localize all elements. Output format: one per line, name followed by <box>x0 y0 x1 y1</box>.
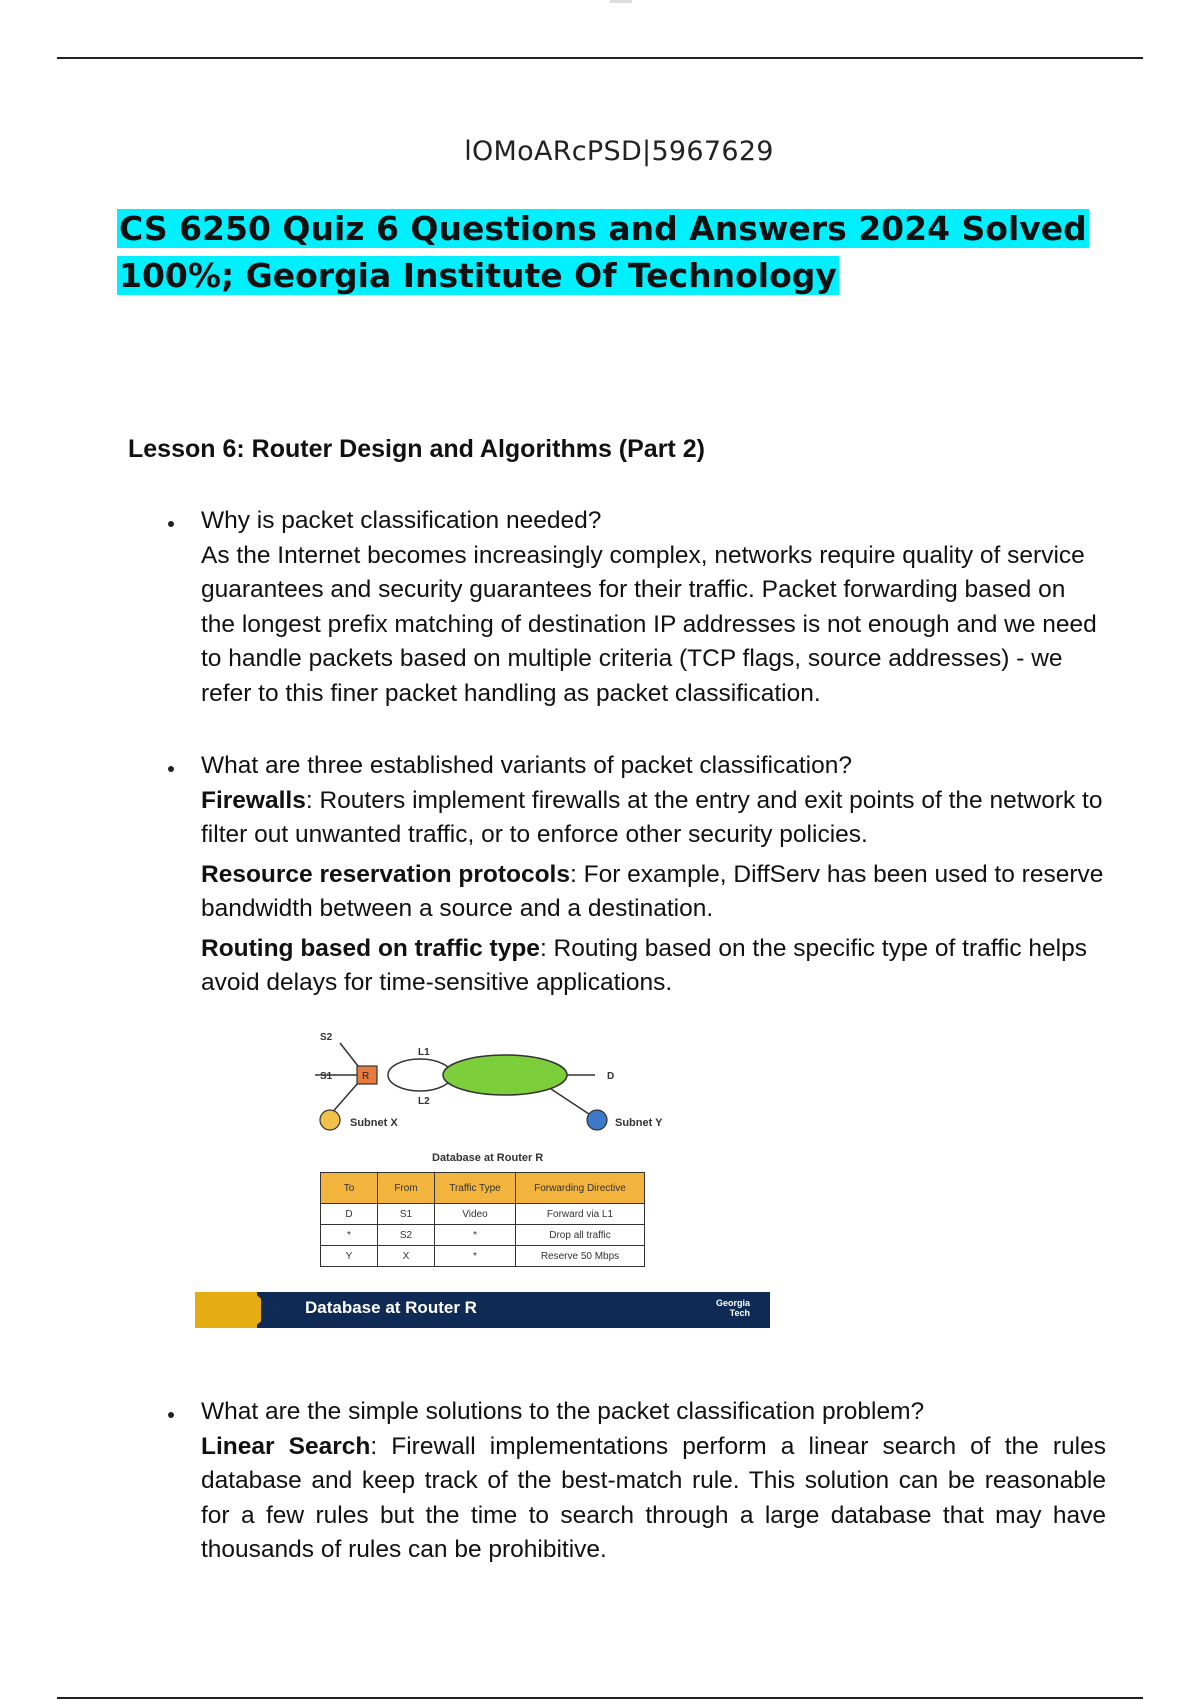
table-header-cell: From <box>378 1173 435 1204</box>
question-2: What are three established variants of packet classification? <box>201 752 852 779</box>
table-cell: Reserve 50 Mbps <box>516 1246 645 1267</box>
answer-2-item-2 <box>201 858 1106 927</box>
answer-2-item-3 <box>201 932 1106 1001</box>
label-s2: S2 <box>320 1032 333 1043</box>
table-cell: Drop all traffic <box>516 1225 645 1246</box>
page-top-mark <box>610 0 632 3</box>
table-cell: Y <box>321 1246 378 1267</box>
lesson-heading: Lesson 6: Router Design and Algorithms (Part 2) <box>128 435 705 463</box>
router-database-figure <box>195 1010 775 1330</box>
text-linear-search: : Firewall implementations perform a linear search of the rules database and keep track of the best-match rule. This solution can be reasonable for a few rules but the time to search through a large database that may have thousands of rules can be prohibitive. <box>201 1432 1106 1563</box>
qa-block-1 <box>201 504 1106 711</box>
qa-block-2 <box>201 749 1106 1001</box>
figure-banner <box>195 1292 770 1328</box>
label-d: D <box>607 1071 615 1082</box>
bullet-2 <box>168 766 174 772</box>
label-subnet-y: Subnet Y <box>615 1117 663 1129</box>
label-s1: S1 <box>320 1071 333 1082</box>
brand-line-1: Georgia <box>715 1298 750 1308</box>
top-rule <box>57 57 1143 59</box>
table-header-row <box>321 1173 645 1204</box>
router-label: R <box>362 1071 370 1082</box>
answer-1: As the Internet becomes increasingly complex, networks require quality of service guarantees and security guarantees for their traffic. Packet forwarding based on the longest prefix matching of destination IP addresses is not enough and we need to handle packets based on multiple criteria (TCP flags, source addresses) - we refer to this finer packet handling as packet classification. <box>201 541 1097 707</box>
question-3: What are the simple solutions to the packet classification problem? <box>201 1398 925 1425</box>
answer-3-item-1 <box>201 1430 1106 1568</box>
document-id: lOMoARcPSD|5967629 <box>464 136 774 167</box>
subnet-x-node <box>320 1110 340 1130</box>
network-diagram <box>195 1010 775 1170</box>
document-title <box>117 205 1117 299</box>
text-routing-traffic-type: : Routing based on the specific type of traffic helps avoid delays for time-sensitive applications. <box>201 934 1087 996</box>
term-resource-reservation: Resource reservation protocols <box>201 860 570 888</box>
table-cell: * <box>321 1225 378 1246</box>
link-cloud-subnety <box>545 1085 595 1118</box>
table-header-cell: Traffic Type <box>435 1173 516 1204</box>
qa-block-3 <box>201 1395 1106 1568</box>
table-cell: S2 <box>378 1225 435 1246</box>
title-line-2: 100%; Georgia Institute Of Technology <box>119 256 837 295</box>
banner-brand-logo <box>716 1298 750 1318</box>
network-cloud <box>443 1055 567 1095</box>
router-database-table <box>320 1172 645 1267</box>
table-cell: Video <box>435 1204 516 1225</box>
table-row <box>321 1204 645 1225</box>
label-subnet-x: Subnet X <box>350 1117 398 1129</box>
label-l1: L1 <box>418 1047 430 1058</box>
text-firewalls: : Routers implement firewalls at the entry and exit points of the network to filter out unwanted traffic, or to enforce other security policies. <box>201 786 1103 848</box>
table-caption: Database at Router R <box>432 1152 544 1164</box>
table-cell: S1 <box>378 1204 435 1225</box>
table-cell: X <box>378 1246 435 1267</box>
term-linear-search: Linear Search <box>201 1432 371 1460</box>
table-header-cell: To <box>321 1173 378 1204</box>
term-routing-traffic-type: Routing based on traffic type <box>201 934 540 962</box>
answer-2-item-1 <box>201 784 1106 853</box>
term-firewalls: Firewalls <box>201 786 306 814</box>
label-l2: L2 <box>418 1096 430 1107</box>
banner-accent <box>195 1292 257 1328</box>
table-cell: * <box>435 1246 516 1267</box>
table-cell: * <box>435 1225 516 1246</box>
table-cell: Forward via L1 <box>516 1204 645 1225</box>
banner-title: Database at Router R <box>305 1298 477 1317</box>
brand-line-2: Tech <box>729 1308 750 1318</box>
table-row <box>321 1225 645 1246</box>
table-header-cell: Forwarding Directive <box>516 1173 645 1204</box>
text-resource-reservation: : For example, DiffServ has been used to reserve bandwidth between a source and a destination. <box>201 860 1104 922</box>
bottom-rule <box>57 1697 1143 1699</box>
title-line-1: CS 6250 Quiz 6 Questions and Answers 2024 Solved <box>119 209 1087 248</box>
subnet-y-node <box>587 1110 607 1130</box>
question-1: Why is packet classification needed? <box>201 507 602 534</box>
table-row <box>321 1246 645 1267</box>
bullet-1 <box>168 521 174 527</box>
bullet-3 <box>168 1412 174 1418</box>
banner-chevron-inner-icon <box>261 1292 275 1328</box>
table-cell: D <box>321 1204 378 1225</box>
